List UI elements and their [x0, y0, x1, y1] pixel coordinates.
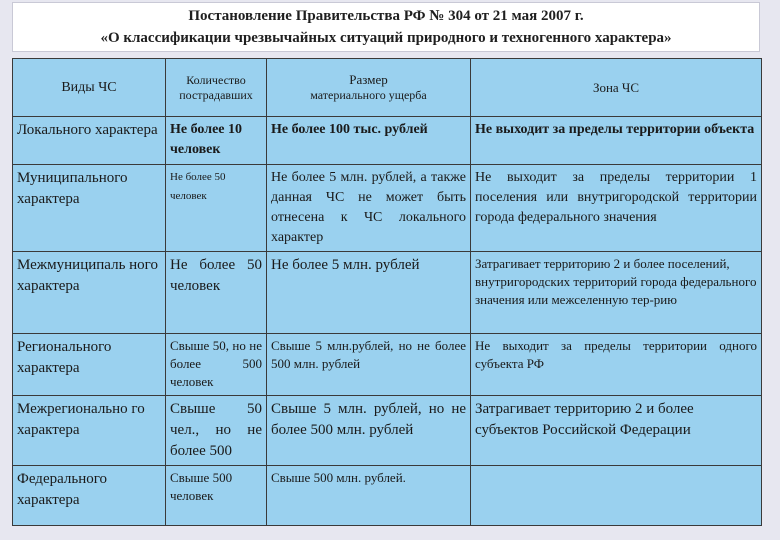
row-kind: Регионального характера — [13, 334, 166, 396]
table-row — [13, 334, 762, 396]
row-size: Не более 5 млн. рублей — [267, 252, 471, 334]
header-zone: Зона ЧС — [471, 59, 762, 117]
header-size — [267, 59, 471, 117]
title-line-2: «О классификации чрезвычайных ситуаций природного и техногенного характера» — [100, 30, 672, 46]
row-count: Не более 50 человек — [166, 165, 267, 252]
row-zone: Не выходит за пределы территории одного субъекта РФ — [471, 334, 762, 396]
header-kinds: Виды ЧС — [13, 59, 166, 117]
row-kind: Локального характера — [13, 117, 166, 165]
row-size: Свыше 5 млн. рублей, но не более 500 млн. рублей — [267, 396, 471, 466]
row-zone: Не выходит за пределы территории 1 поселения или внутригородской территории города федерального значения — [471, 165, 762, 252]
row-count: Не более 50 человек — [166, 252, 267, 334]
row-size: Не более 100 тыс. рублей — [267, 117, 471, 165]
row-size: Не более 5 млн. рублей, а также данная ЧС не может быть отнесена к ЧС локального характер — [267, 165, 471, 252]
row-count: Свыше 500 человек — [166, 466, 267, 526]
table-row — [13, 117, 762, 165]
row-kind: Федерального характера — [13, 466, 166, 526]
table-row — [13, 252, 762, 334]
row-count: Не более 10 человек — [166, 117, 267, 165]
row-zone: Затрагивает территорию 2 и более поселений, внутригородских территорий города федерального значения или межселенную тер-рию — [471, 252, 762, 334]
row-size: Свыше 500 млн. рублей. — [267, 466, 471, 526]
row-zone: Затрагивает территорию 2 и более субъектов Российской Федерации — [471, 396, 762, 466]
header-size-line2: материального ущерба — [310, 88, 427, 102]
table-row — [13, 165, 762, 252]
row-kind: Муниципального характера — [13, 165, 166, 252]
table-row — [13, 396, 762, 466]
row-count: Свыше 50 чел., но не более 500 — [166, 396, 267, 466]
table-row — [13, 466, 762, 526]
row-count: Свыше 50, но не более 500 человек — [166, 334, 267, 396]
row-zone — [471, 466, 762, 526]
document-title — [12, 2, 760, 52]
title-line-1: Постановление Правительства РФ № 304 от 21 мая 2007 г. — [188, 8, 584, 24]
header-count: Количество пострадавших — [166, 59, 267, 117]
row-size: Свыше 5 млн.рублей, но не более 500 млн. рублей — [267, 334, 471, 396]
classification-table — [12, 58, 762, 526]
header-size-line1: Размер — [349, 72, 388, 87]
row-kind: Межмуниципаль ного характера — [13, 252, 166, 334]
table-header-row — [13, 59, 762, 117]
row-zone: Не выходит за пределы территории объекта — [471, 117, 762, 165]
row-kind: Межрегионально го характера — [13, 396, 166, 466]
